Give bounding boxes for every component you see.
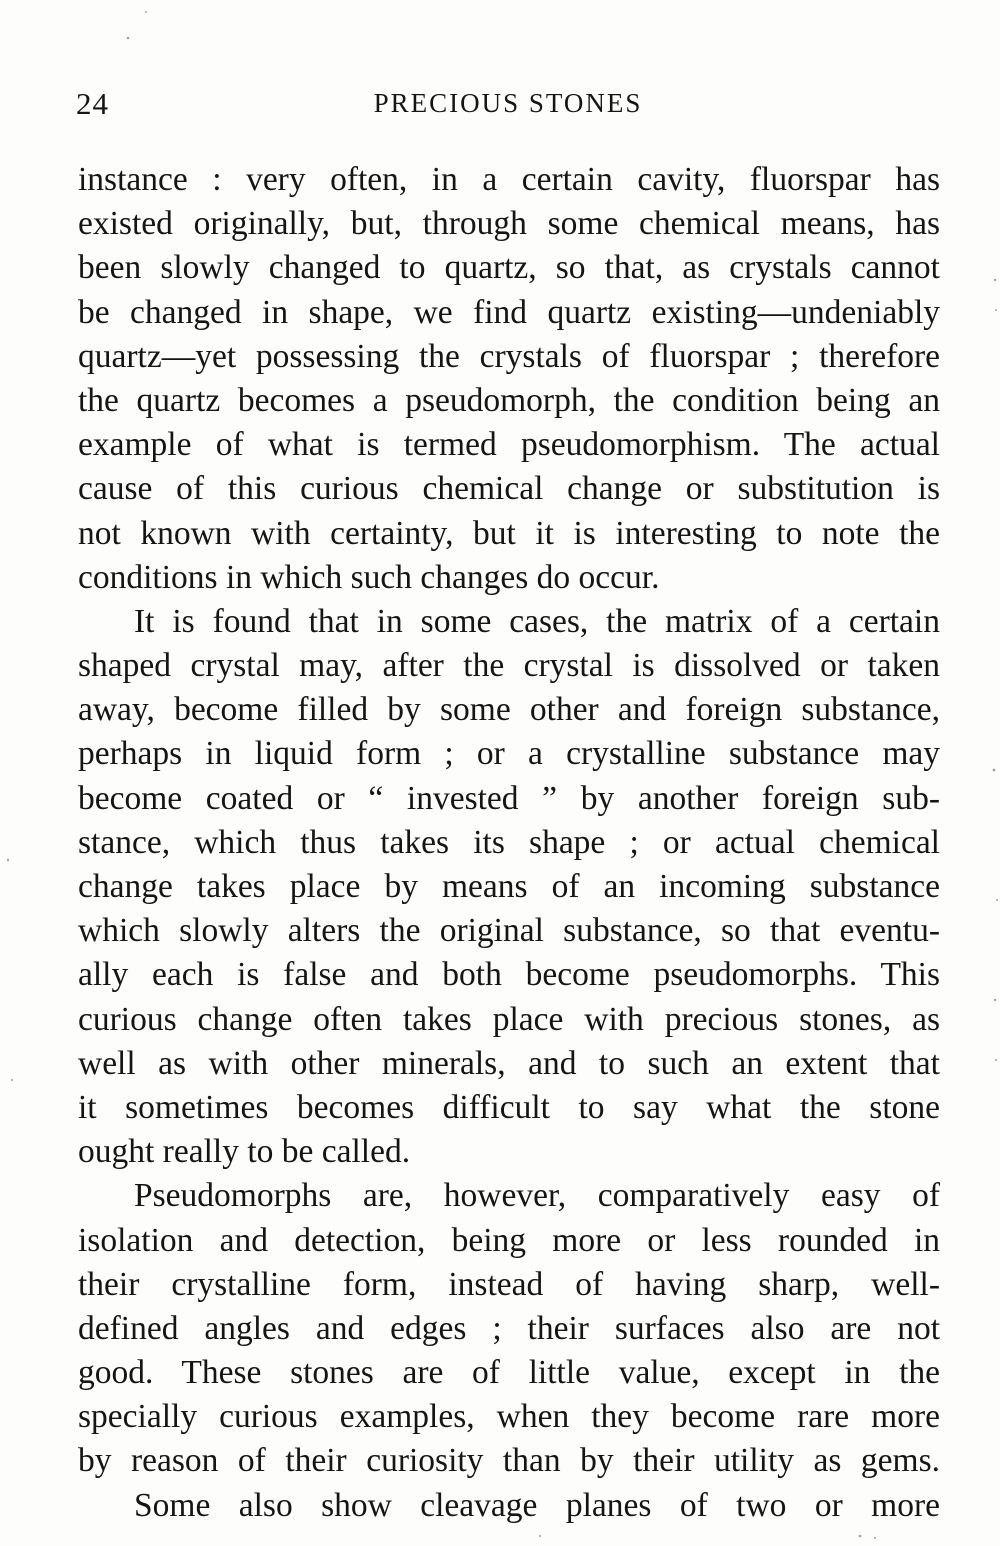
- text-line: cause of this curious chemical change or substitution is: [78, 470, 940, 508]
- text-line: quartz—yet possessing the crystals of fluorspar ; therefore: [78, 337, 940, 375]
- running-title: PRECIOUS STONES: [373, 88, 643, 118]
- text-line: ally each is false and both become pseudomorphs. This: [78, 956, 940, 994]
- text-line: existed originally, but, through some chemical means, has: [78, 205, 940, 243]
- text-line: become coated or “ invested ” by another foreign sub-: [78, 779, 940, 817]
- text-line: change takes place by means of an incoming substance: [78, 868, 940, 905]
- text-line: been slowly changed to quartz, so that, as crystals cannot: [78, 249, 940, 287]
- paragraph-2: [78, 600, 940, 1174]
- text-line: it sometimes becomes difficult to say what the stone: [78, 1088, 940, 1126]
- text-line: by reason of their curiosity than by their utility as gems.: [78, 1442, 940, 1480]
- text-line: ought really to be called.: [78, 1133, 411, 1171]
- text-line: their crystalline form, instead of having sharp, well-: [78, 1265, 940, 1303]
- text-line: It is found that in some cases, the matrix of a certain: [134, 602, 940, 640]
- text-line: curious change often takes place with precious stones, as: [78, 1000, 940, 1038]
- text-line: which slowly alters the original substance, so that eventu-: [78, 912, 940, 950]
- page-number: 24: [76, 86, 109, 121]
- text-line: Pseudomorphs are, however, comparatively easy of: [134, 1177, 940, 1215]
- text-line: isolation and detection, being more or less rounded in: [78, 1221, 940, 1259]
- paragraph-3: [78, 1174, 940, 1483]
- text-line: be changed in shape, we find quartz existing—undeniably: [78, 293, 940, 331]
- text-line: specially curious examples, when they become rare more: [78, 1398, 940, 1436]
- text-line: conditions in which such changes do occur.: [78, 558, 660, 596]
- page-body: [78, 158, 940, 1528]
- text-line: example of what is termed pseudomorphism. The actual: [78, 426, 940, 464]
- paragraph-1: [78, 158, 940, 600]
- text-line: not known with certainty, but it is interesting to note the: [78, 514, 940, 552]
- paragraph-4: [78, 1484, 940, 1528]
- text-line: away, become filled by some other and foreign substance,: [78, 691, 940, 729]
- text-line: defined angles and edges ; their surfaces also are not: [78, 1309, 940, 1347]
- text-line: Some also show cleavage planes of two or more: [134, 1486, 940, 1524]
- text-line: perhaps in liquid form ; or a crystalline substance may: [78, 735, 940, 773]
- text-line: instance : very often, in a certain cavity, fluorspar has: [78, 161, 940, 198]
- text-line: stance, which thus takes its shape ; or actual chemical: [78, 823, 940, 861]
- text-line: well as with other minerals, and to such an extent that: [78, 1044, 940, 1082]
- text-line: good. These stones are of little value, except in the: [78, 1354, 940, 1392]
- text-line: the quartz becomes a pseudomorph, the condition being an: [78, 381, 940, 419]
- text-line: shaped crystal may, after the crystal is dissolved or taken: [78, 647, 940, 685]
